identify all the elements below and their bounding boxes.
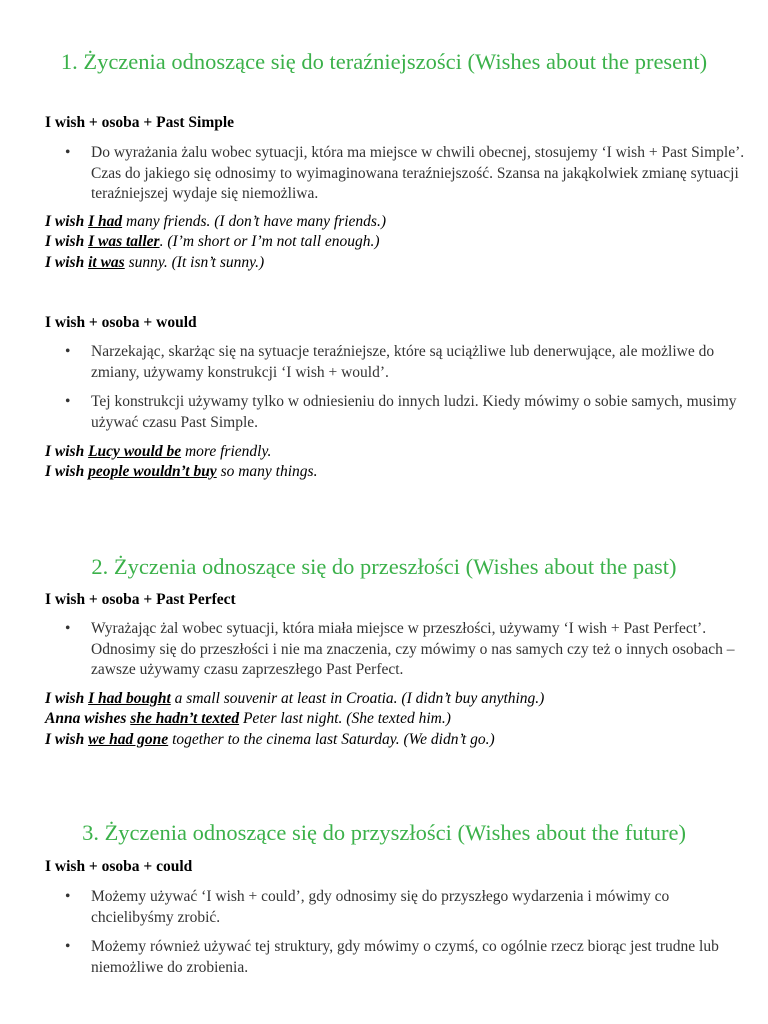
section-2-subheading-past-perfect: I wish + osoba + Past Perfect — [45, 591, 236, 608]
bullet-text: Do wyrażania żalu wobec sytuacji, która ma miejsce w chwili obecnej, stosujemy ‘I wish + Past Simple’. Czas do jakiego się odnosimy to wyimaginowana teraźniejszość. Szansa na jakąkolwiek zmianę sytuacji teraźniejszej wydaje się niemożliwa. — [91, 144, 745, 202]
bullet-item — [65, 392, 745, 433]
bullet-dot: • — [65, 888, 71, 905]
section-1-subheading-would: I wish + osoba + would — [45, 314, 197, 331]
bullet-item — [65, 887, 745, 928]
section-1-title: 1. Życzenia odnoszące się do teraźniejszości (Wishes about the present) — [60, 49, 708, 74]
bullet-dot: • — [65, 343, 71, 360]
bullet-text: Możemy również używać tej struktury, gdy mówimy o czymś, co ogólnie rzecz biorąc jest trudne lub niemożliwe do zrobienia. — [91, 938, 719, 976]
example-line: I wish I had many friends. (I don’t have many friends.) — [45, 213, 387, 230]
section-1-subheading-past-simple: I wish + osoba + Past Simple — [45, 114, 235, 131]
example-line: I wish people wouldn’t buy so many things. — [45, 463, 318, 480]
section-3-title: 3. Życzenia odnoszące się do przyszłości (Wishes about the future) — [82, 820, 686, 845]
bullet-text: Wyrażając żal wobec sytuacji, która miała miejsce w przeszłości, używamy ‘I wish + Past Perfect’. Odnosimy się do przeszłości i nie ma znaczenia, czy mówimy o nas samych czy też o innych osobach – zawsze używamy czasu zaprzeszłego Past Perfect. — [91, 620, 735, 678]
bullet-text: Narzekając, skarżąc się na sytuacje teraźniejsze, które są uciążliwe lub denerwujące, ale możliwe do zmiany, używamy konstrukcji ‘I wish + would’. — [91, 343, 715, 381]
example-line: I wish I had bought a small souvenir at least in Croatia. (I didn’t buy anything.) — [45, 690, 545, 707]
section-3-subheading-could: I wish + osoba + could — [45, 858, 193, 875]
bullet-text: Możemy używać ‘I wish + could’, gdy odnosimy się do przyszłego wydarzenia i mówimy co chcielibyśmy zrobić. — [91, 888, 670, 926]
example-line: Anna wishes she hadn’t texted Peter last night. (She texted him.) — [45, 710, 451, 727]
section-2-title: 2. Życzenia odnoszące się do przeszłości (Wishes about the past) — [91, 554, 677, 579]
bullet-item — [65, 937, 745, 978]
bullet-item — [65, 143, 745, 205]
bullet-dot: • — [65, 393, 71, 410]
bullet-dot: • — [65, 938, 71, 955]
example-line: I wish we had gone together to the cinema last Saturday. (We didn’t go.) — [45, 731, 495, 748]
example-line: I wish Lucy would be more friendly. — [45, 443, 272, 460]
example-line: I wish it was sunny. (It isn’t sunny.) — [45, 254, 265, 271]
bullet-item — [65, 619, 745, 681]
bullet-text: Tej konstrukcji używamy tylko w odniesieniu do innych ludzi. Kiedy mówimy o sobie samych, musimy używać czasu Past Simple. — [91, 393, 737, 431]
bullet-item — [65, 342, 745, 383]
example-line: I wish I was taller. (I’m short or I’m not tall enough.) — [45, 233, 380, 250]
bullet-dot: • — [65, 620, 71, 637]
bullet-dot: • — [65, 144, 71, 161]
